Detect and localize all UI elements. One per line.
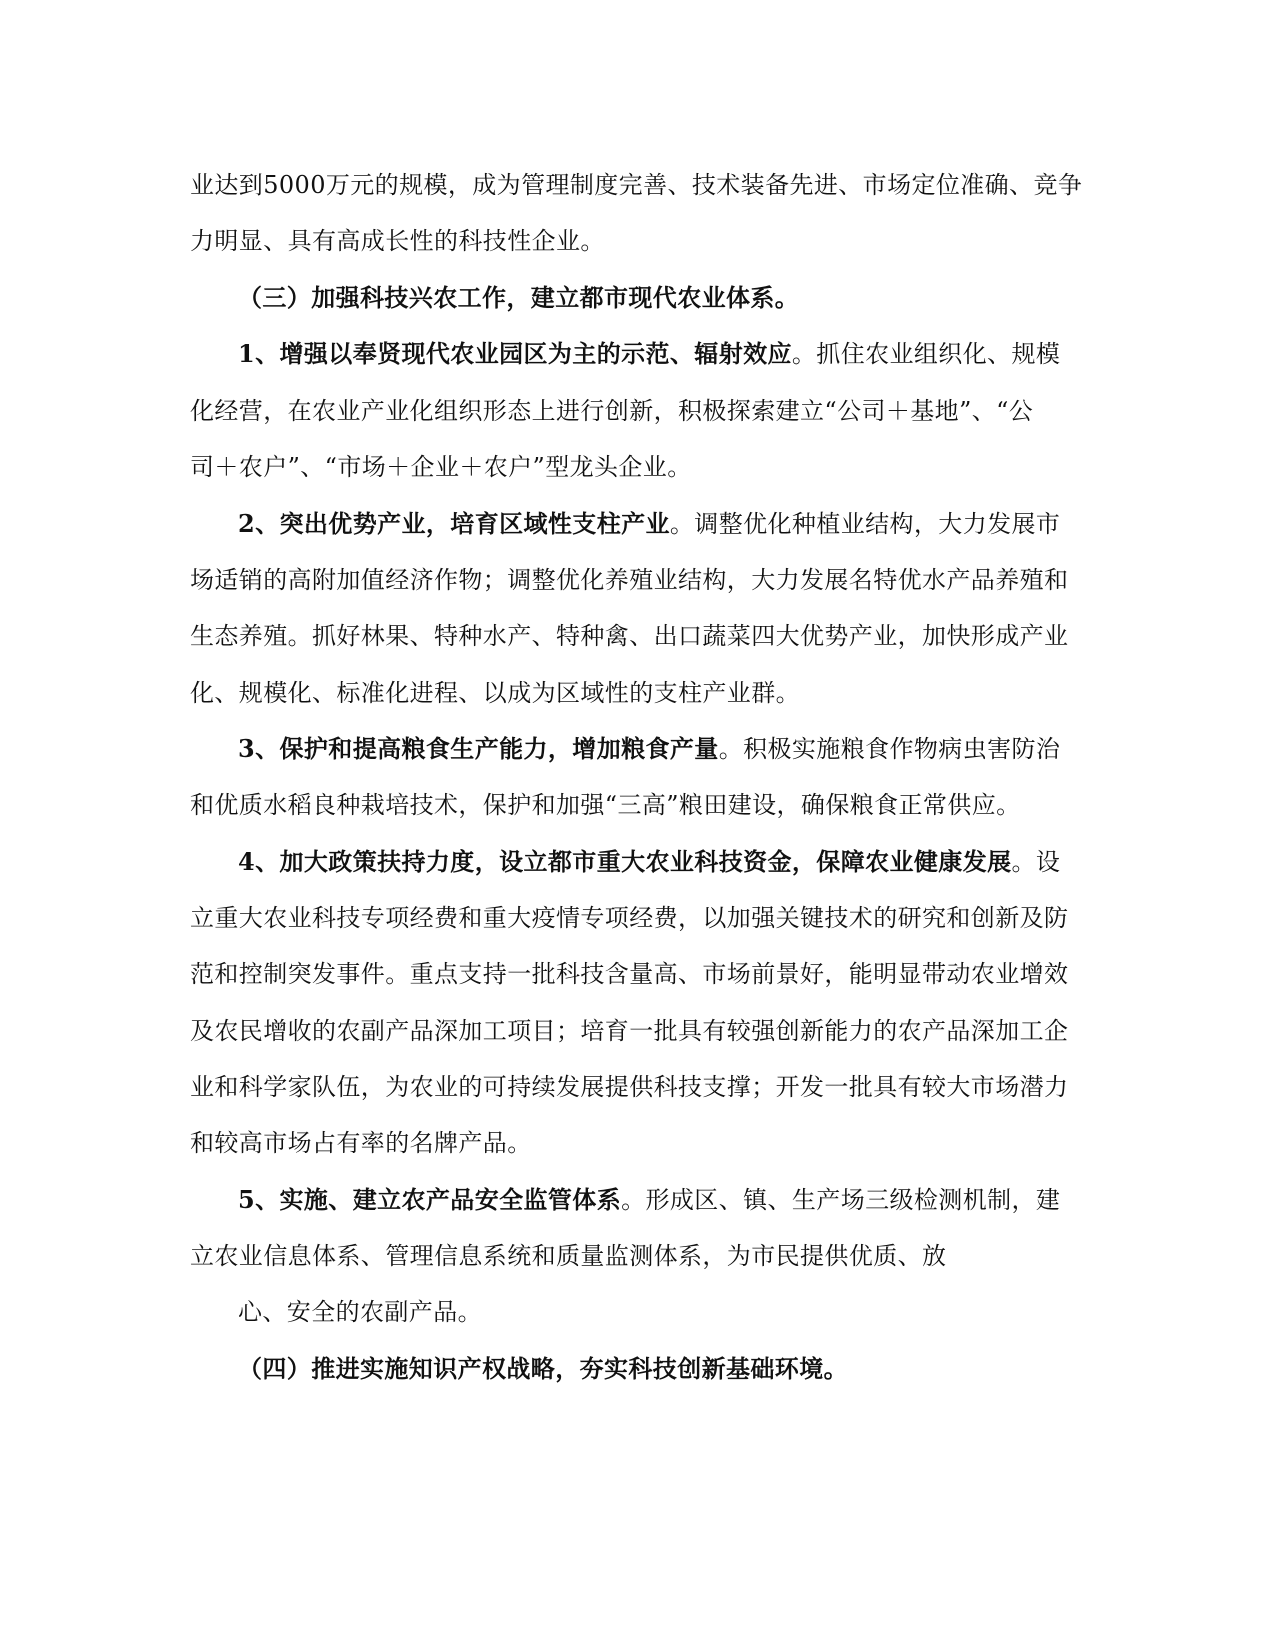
- paragraph-line: 化、规模化、标准化进程、以成为区域性的支柱产业群。: [190, 679, 800, 707]
- item-text: 。设: [1011, 848, 1061, 876]
- paragraph-line: 司＋农户”、“市场＋企业＋农户”型龙头企业。: [190, 453, 692, 481]
- item-heading: 4、加大政策扶持力度，设立都市重大农业科技资金，保障农业健康发展: [238, 847, 1012, 876]
- paragraph-line: 范和控制突发事件。重点支持一批科技含量高、市场前景好，能明显带动农业增效: [190, 960, 1069, 988]
- paragraph-line: 心、安全的农副产品。: [238, 1298, 482, 1326]
- list-item: [238, 847, 1060, 877]
- section-heading-text: （四）推进实施知识产权战略，夯实科技创新基础环境。: [238, 1354, 848, 1383]
- paragraph-line: 力明显、具有高成长性的科技性企业。: [190, 227, 605, 255]
- item-text: 。抓住农业组织化、规模: [791, 340, 1061, 368]
- list-item: [238, 509, 1060, 539]
- list-item: [238, 339, 1060, 369]
- paragraph-line: 立重大农业科技专项经费和重大疫情专项经费，以加强关键技术的研究和创新及防: [190, 904, 1069, 932]
- paragraph-line: 及农民增收的农副产品深加工项目；培育一批具有较强创新能力的农产品深加工企: [190, 1017, 1069, 1045]
- list-item: [238, 734, 1060, 764]
- list-item: [238, 1185, 1060, 1215]
- paragraph-line: 化经营，在农业产业化组织形态上进行创新，积极探索建立“公司＋基地”、“公: [190, 397, 1034, 425]
- item-text: 。形成区、镇、生产场三级检测机制，建: [621, 1186, 1061, 1214]
- paragraph-line: 业达到5000万元的规模，成为管理制度完善、技术装备先进、市场定位准确、竞争: [190, 171, 1083, 199]
- item-heading: 2、突出优势产业，培育区域性支柱产业: [238, 509, 670, 538]
- item-heading: 3、保护和提高粮食生产能力，增加粮食产量: [238, 734, 719, 763]
- paragraph-line: 业和科学家队伍，为农业的可持续发展提供科技支撑；开发一批具有较大市场潜力: [190, 1073, 1069, 1101]
- item-text: 。调整优化种植业结构，大力发展市: [669, 510, 1061, 538]
- section-heading: [238, 283, 799, 313]
- item-heading: 5、实施、建立农产品安全监管体系: [238, 1185, 622, 1214]
- paragraph-line: 和较高市场占有率的名牌产品。: [190, 1129, 532, 1157]
- item-heading: 1、增强以奉贤现代农业园区为主的示范、辐射效应: [238, 339, 792, 368]
- section-heading-text: （三）加强科技兴农工作，建立都市现代农业体系。: [238, 283, 800, 312]
- paragraph-line: 场适销的高附加值经济作物；调整优化养殖业结构，大力发展名特优水产品养殖和: [190, 566, 1069, 594]
- section-heading: [238, 1354, 848, 1384]
- item-text: 。积极实施粮食作物病虫害防治: [718, 735, 1061, 763]
- paragraph-line: 立农业信息体系、管理信息系统和质量监测体系，为市民提供优质、放: [190, 1242, 947, 1270]
- paragraph-line: 生态养殖。抓好林果、特种水产、特种禽、出口蔬菜四大优势产业，加快形成产业: [190, 622, 1069, 650]
- paragraph-line: 和优质水稻良种栽培技术，保护和加强“三高”粮田建设，确保粮食正常供应。: [190, 791, 1021, 819]
